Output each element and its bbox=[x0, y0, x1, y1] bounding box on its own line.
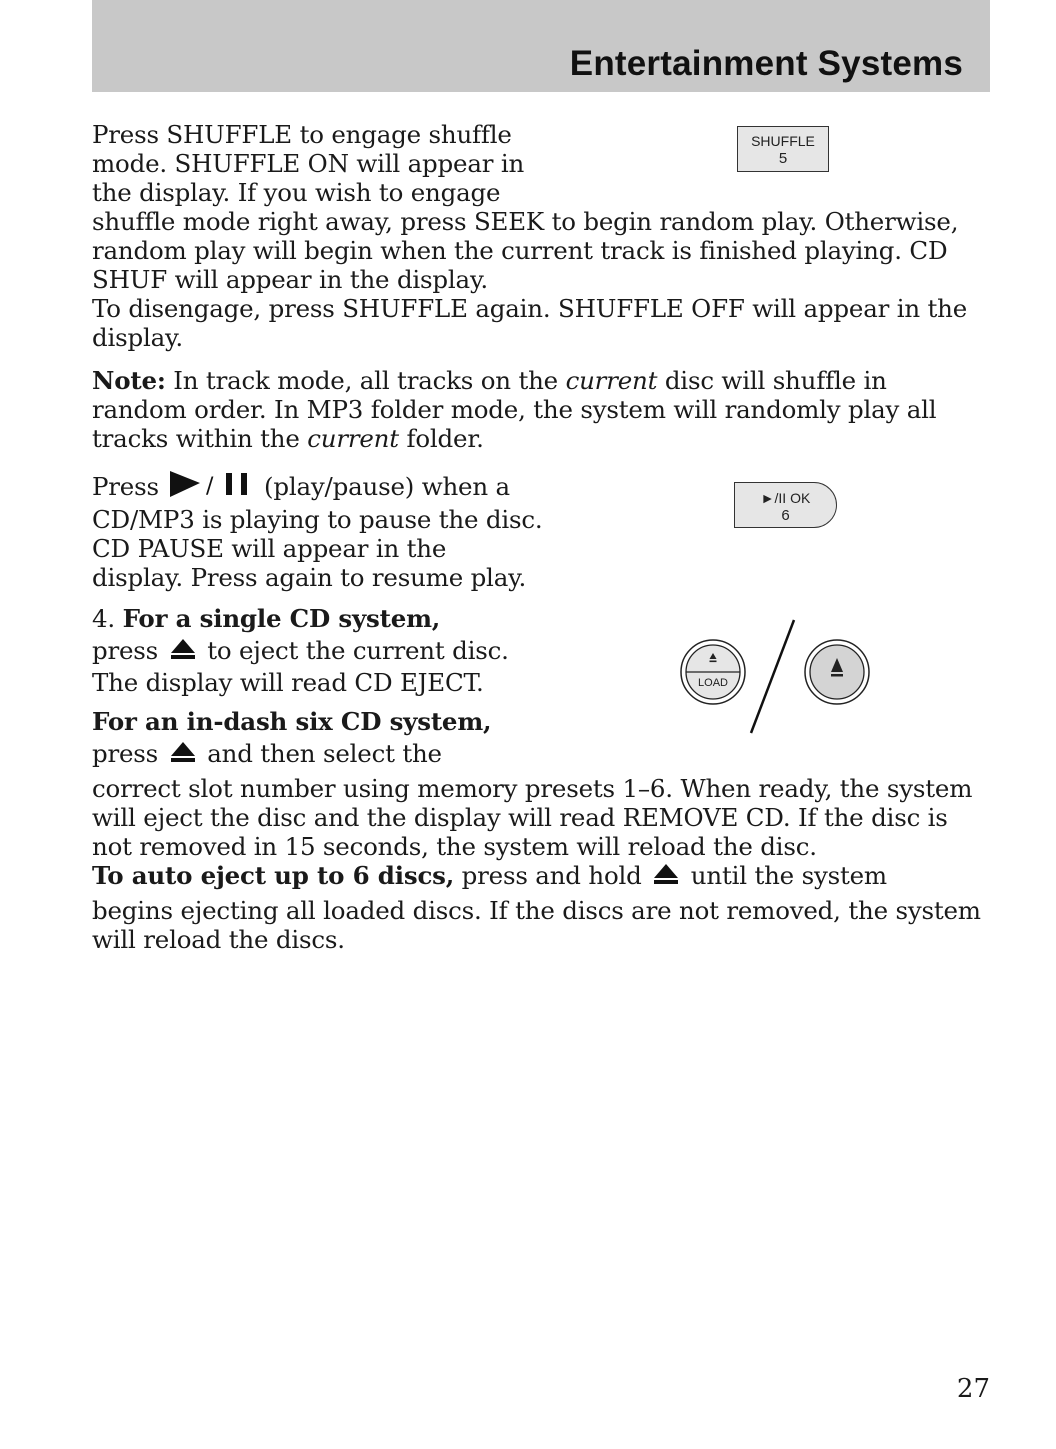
eject-six-line-2: correct slot number using memory presets 1–6. When ready, the system bbox=[92, 774, 973, 803]
eject-icon bbox=[653, 862, 679, 884]
shuffle-button-illustration bbox=[737, 126, 829, 172]
svg-text:/: / bbox=[206, 474, 214, 498]
shuffle-line-6: SHUF will appear in the display. bbox=[92, 265, 488, 294]
eject-button bbox=[805, 640, 869, 704]
auto-eject-line-1: To auto eject up to 6 discs, press and hold until the system bbox=[92, 861, 887, 890]
shuffle-line-5: random play will begin when the current track is finished playing. CD bbox=[92, 236, 948, 265]
auto-eject-line-2: begins ejecting all loaded discs. If the discs are not removed, the system bbox=[92, 896, 981, 925]
auto-eject-heading: To auto eject up to 6 discs, bbox=[92, 861, 455, 890]
play-line-3: CD PAUSE will appear in the bbox=[92, 534, 447, 563]
shuffle-paragraph bbox=[92, 120, 967, 352]
eject-six-line-4: not removed in 15 seconds, the system will reload the disc. bbox=[92, 832, 817, 861]
shuffle-button-label: SHUFFLE bbox=[751, 133, 815, 149]
section-title: Entertainment Systems bbox=[569, 44, 963, 83]
eject-single-title-line: 4. For a single CD system, bbox=[92, 604, 441, 633]
load-eject-button bbox=[681, 640, 745, 704]
shuffle-line-3: the display. If you wish to engage bbox=[92, 178, 501, 207]
eject-single-line-1: press to eject the current disc. bbox=[92, 636, 509, 665]
note-line-1: Note: In track mode, all tracks on the current disc will shuffle in bbox=[92, 366, 887, 395]
play-ok-button-number: 6 bbox=[781, 507, 790, 524]
play-ok-button-illustration bbox=[734, 482, 837, 528]
eject-six-line-3: will eject the disc and the display will read REMOVE CD. If the disc is bbox=[92, 803, 948, 832]
shuffle-line-4: shuffle mode right away, press SEEK to begin random play. Otherwise, bbox=[92, 207, 959, 236]
shuffle-line-2: mode. SHUFFLE ON will appear in bbox=[92, 149, 525, 178]
eject-icon bbox=[170, 740, 196, 762]
note-paragraph bbox=[92, 366, 936, 453]
eject-single-line-2: The display will read CD EJECT. bbox=[92, 668, 484, 697]
play-line-1: Press / (play/pause) when a bbox=[92, 470, 542, 505]
section-header bbox=[92, 0, 990, 92]
shuffle-line-8: display. bbox=[92, 323, 183, 352]
divider-slash bbox=[751, 620, 794, 733]
single-cd-heading: For a single CD system, bbox=[122, 604, 441, 633]
note-line-2: random order. In MP3 folder mode, the system will randomly play all bbox=[92, 395, 937, 424]
play-line-4: display. Press again to resume play. bbox=[92, 563, 527, 592]
shuffle-line-7: To disengage, press SHUFFLE again. SHUFFLE OFF will appear in the bbox=[92, 294, 968, 323]
six-cd-heading: For an in-dash six CD system, bbox=[92, 707, 492, 736]
eject-six-line-1: press and then select the bbox=[92, 739, 442, 768]
auto-eject-line-3: will reload the discs. bbox=[92, 925, 345, 954]
play-pause-paragraph bbox=[92, 470, 542, 592]
note-label: Note: bbox=[92, 366, 166, 395]
eject-buttons-illustration bbox=[675, 615, 875, 745]
load-label: LOAD bbox=[698, 677, 728, 689]
eject-single-paragraph bbox=[92, 603, 509, 699]
play-pause-icon bbox=[166, 470, 256, 504]
play-ok-button-label: ►/II OK bbox=[760, 490, 811, 506]
eject-icon bbox=[170, 636, 196, 658]
page-number: 27 bbox=[956, 1374, 990, 1404]
note-line-3: tracks within the current folder. bbox=[92, 424, 484, 453]
shuffle-button-number: 5 bbox=[778, 150, 788, 167]
play-line-2: CD/MP3 is playing to pause the disc. bbox=[92, 505, 543, 534]
shuffle-line-1: Press SHUFFLE to engage shuffle bbox=[92, 120, 512, 149]
